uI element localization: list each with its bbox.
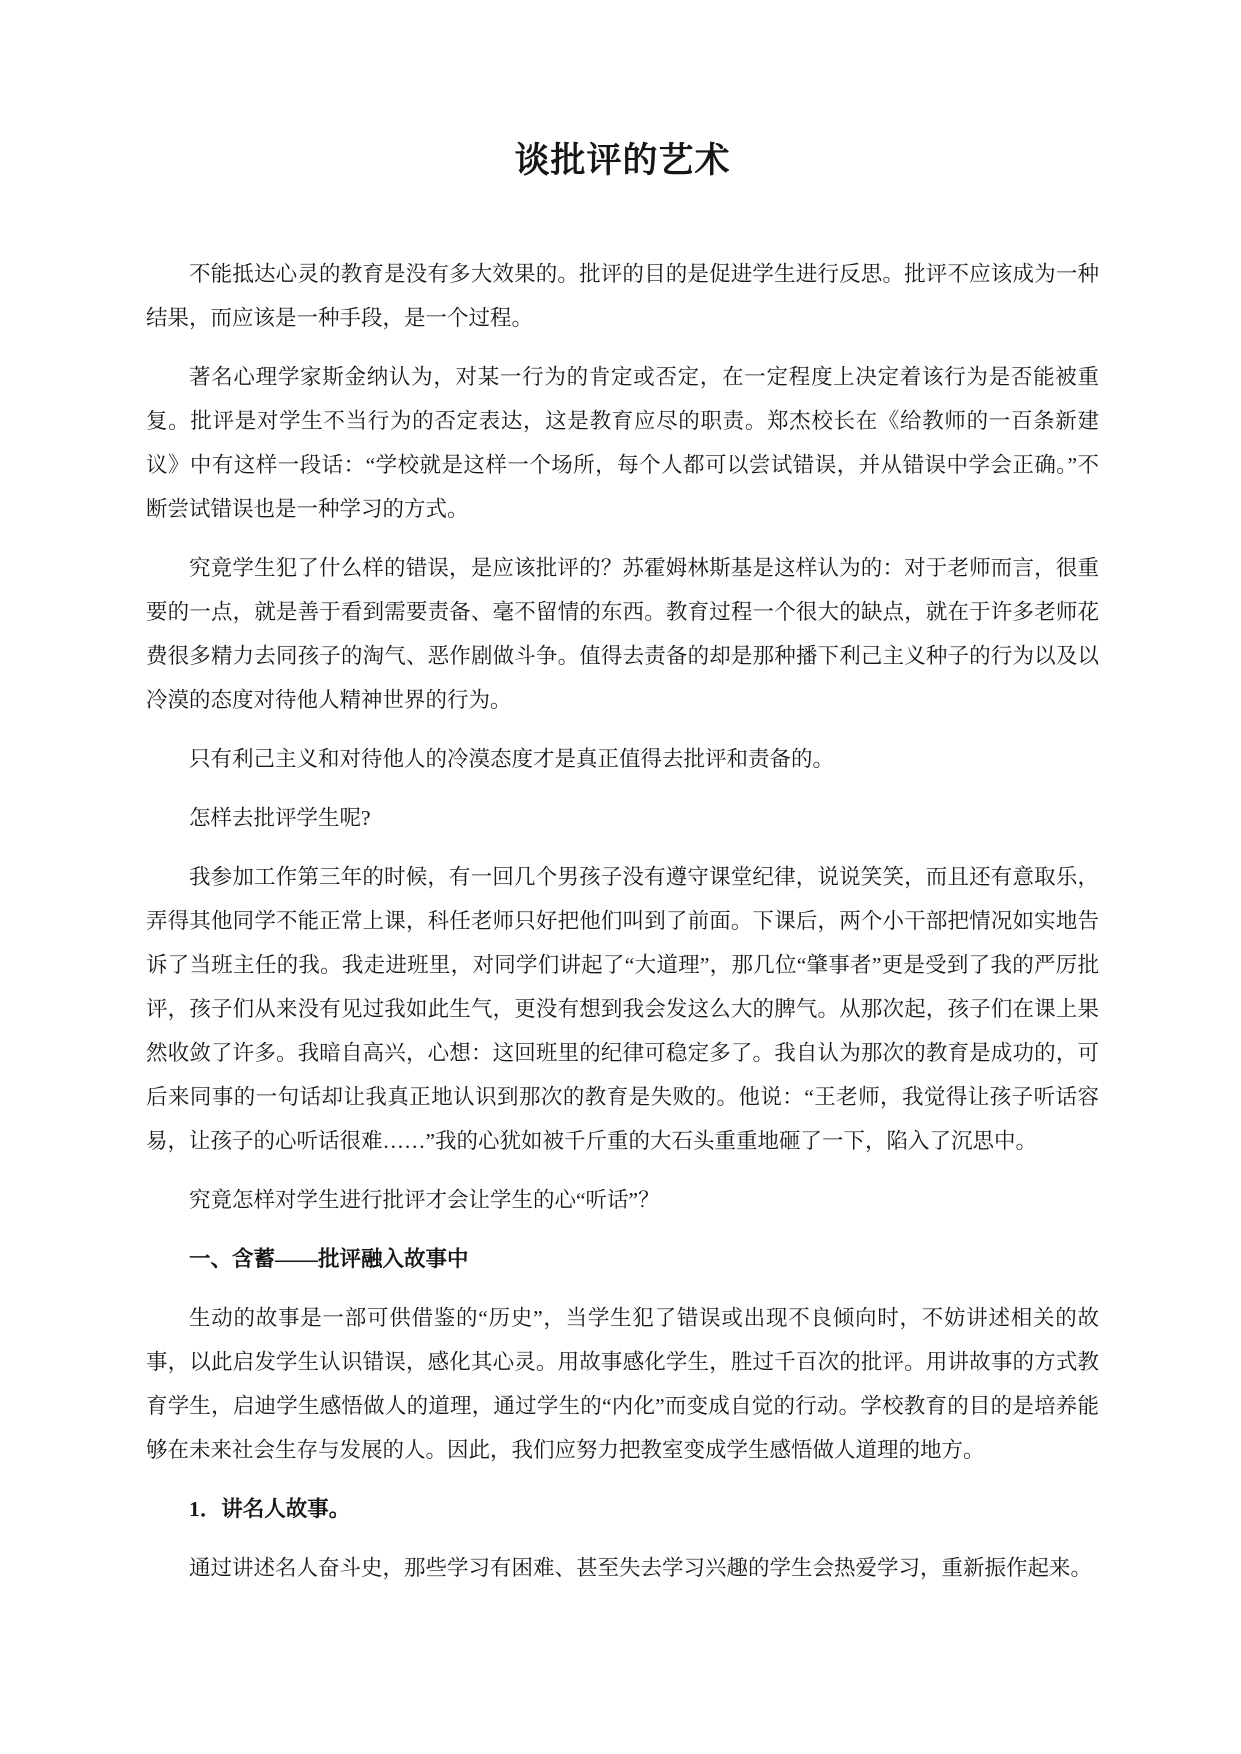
paragraph: 著名心理学家斯金纳认为，对某一行为的肯定或否定，在一定程度上决定着该行为是否能被重复。批评是对学生不当行为的否定表达，这是教育应尽的职责。郑杰校长在《给教师的一百条新建议》中有这样一段话：“学校就是这样一个场所，每个人都可以尝试错误，并从错误中学会正确。”不断尝试错误也是一种学习的方式。 bbox=[146, 365, 1099, 521]
section-heading: 一、含蓄——批评融入故事中 bbox=[189, 1247, 469, 1271]
document-title: 谈批评的艺术 bbox=[514, 141, 731, 180]
paragraph: 究竟怎样对学生进行批评才会让学生的心“听话”？ bbox=[189, 1188, 660, 1212]
paragraph: 通过讲述名人奋斗史，那些学习有困难、甚至失去学习兴趣的学生会热爱学习，重新振作起来。 bbox=[189, 1556, 1093, 1580]
paragraph: 我参加工作第三年的时候，有一回几个男孩子没有遵守课堂纪律，说说笑笑，而且还有意取乐，弄得其他同学不能正常上课，科任老师只好把他们叫到了前面。下课后，两个小干部把情况如实地告诉了当班主任的我。我走进班里，对同学们讲起了“大道理”，那几位“肇事者”更是受到了我的严厉批评，孩子们从来没有见过我如此生气，更没有想到我会发这么大的脾气。从那次起，孩子们在课上果然收敛了许多。我暗自高兴，心想：这回班里的纪律可稳定多了。我自认为那次的教育是成功的，可后来同事的一句话却让我真正地认识到那次的教育是失败的。他说：“王老师，我觉得让孩子听话容易，让孩子的心听话很难……”我的心犹如被千斤重的大石头重重地砸了一下，陷入了沉思中。 bbox=[146, 865, 1099, 1153]
paragraph: 只有利己主义和对待他人的冷漠态度才是真正值得去批评和责备的。 bbox=[189, 747, 835, 771]
paragraph: 生动的故事是一部可供借鉴的“历史”，当学生犯了错误或出现不良倾向时，不妨讲述相关的故事，以此启发学生认识错误，感化其心灵。用故事感化学生，胜过千百次的批评。用讲故事的方式教育学生，启迪学生感悟做人的道理，通过学生的“内化”而变成自觉的行动。学校教育的目的是培养能够在未来社会生存与发展的人。因此，我们应努力把教室变成学生感悟做人道理的地方。 bbox=[146, 1306, 1099, 1462]
paragraph: 究竟学生犯了什么样的错误，是应该批评的？苏霍姆林斯基是这样认为的：对于老师而言，很重要的一点，就是善于看到需要责备、毫不留情的东西。教育过程一个很大的缺点，就在于许多老师花费很多精力去同孩子的淘气、恶作剧做斗争。值得去责备的却是那种播下利己主义种子的行为以及以冷漠的态度对待他人精神世界的行为。 bbox=[146, 556, 1099, 712]
document-body bbox=[146, 252, 1099, 1590]
sub-heading: 1．讲名人故事。 bbox=[189, 1497, 351, 1521]
paragraph: 怎样去批评学生呢? bbox=[189, 806, 371, 830]
paragraph: 不能抵达心灵的教育是没有多大效果的。批评的目的是促进学生进行反思。批评不应该成为一种结果，而应该是一种手段，是一个过程。 bbox=[146, 262, 1099, 330]
